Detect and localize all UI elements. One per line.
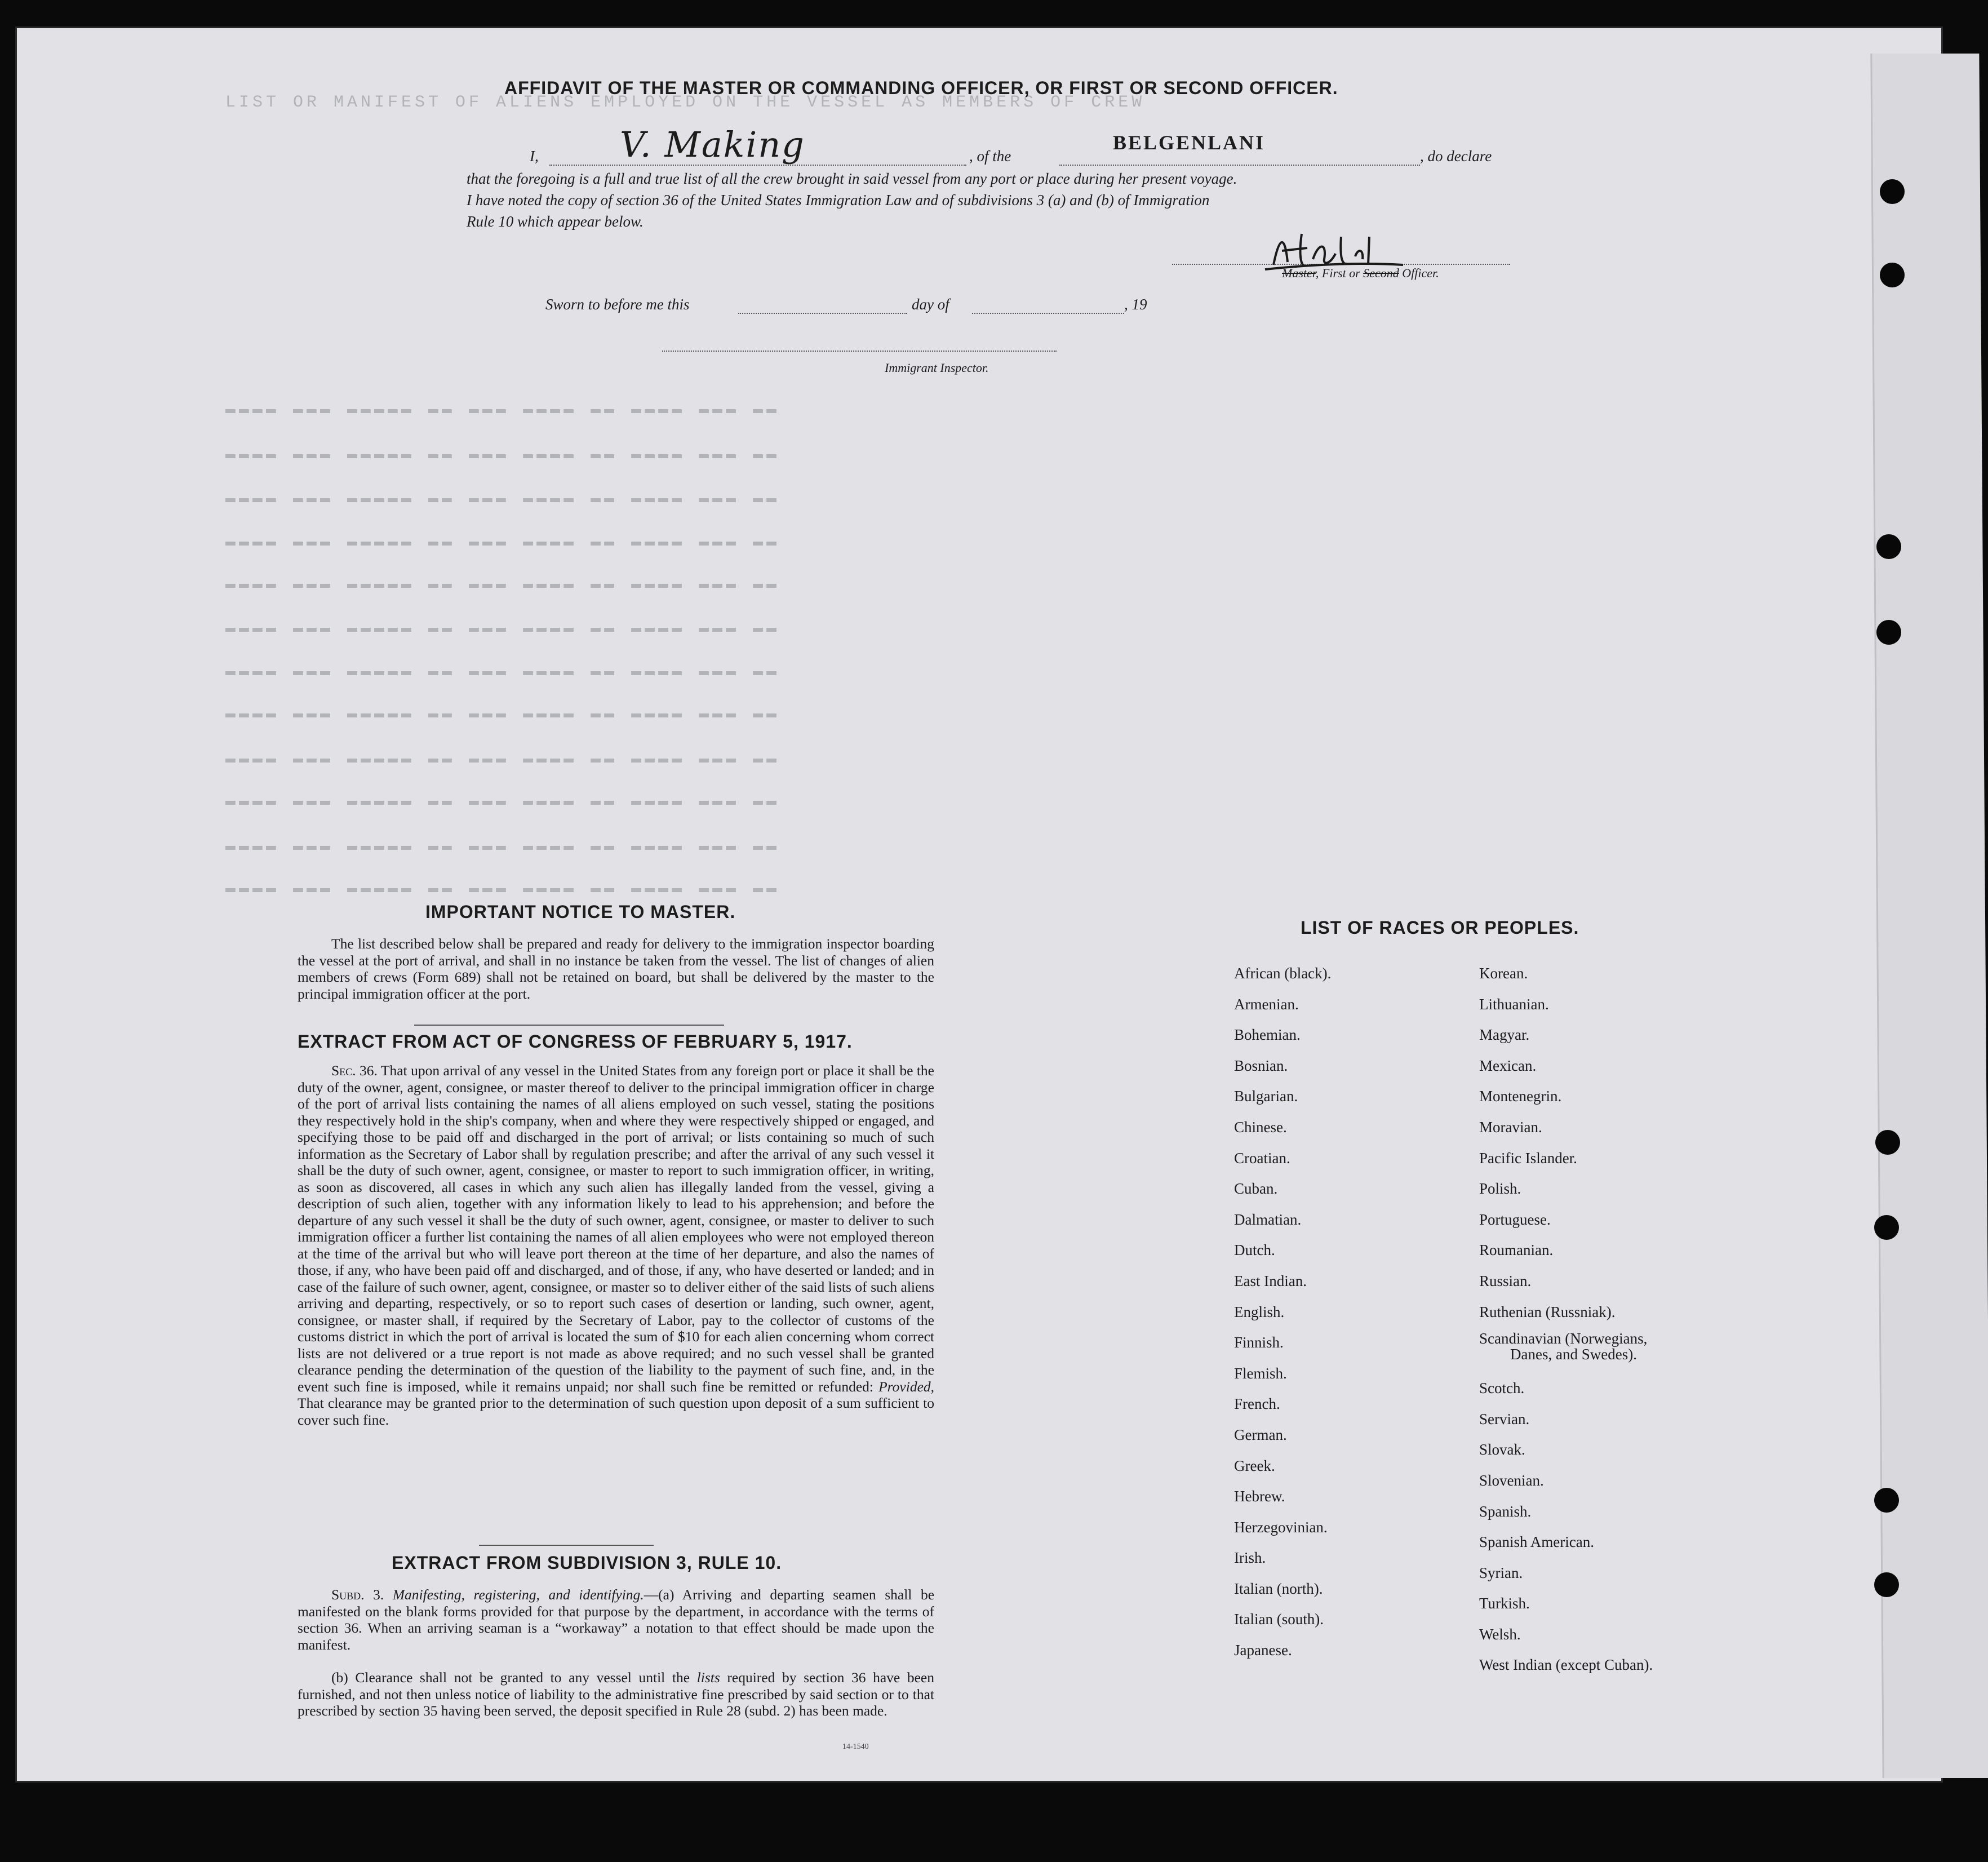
subd-3-label: Subd. 3. — [331, 1586, 384, 1603]
race-item: Bulgarian. — [1234, 1088, 1298, 1105]
race-item: Hebrew. — [1234, 1488, 1285, 1505]
day-of-label: day of — [912, 296, 949, 313]
race-item: West Indian (except Cuban). — [1479, 1656, 1653, 1674]
race-item: Spanish American. — [1479, 1533, 1594, 1551]
signature-caption — [1282, 266, 1439, 281]
binder-hole-4 — [1876, 620, 1901, 645]
vessel-name: BELGENLANI — [1113, 131, 1266, 154]
sec-36-label: Sec. 36. — [331, 1062, 378, 1079]
sec-36-text: That upon arrival of any vessel in the United States from any foreign port or place it shall be the duty of the owner, agent, consignee, or master thereof to deliver to the principal immigration officer in charge of the port of arrival lists containing the names of all aliens employed on such vessel, stating the positions they respectively hold in the ship's company, when and where they were respectively shipped or engaged, and specifying those to be paid off and discharged in the port of arrival; or lists containing so much of such information as the Secretary of Labor shall by regulation prescribe; and after the arrival of any such vessel it shall be the duty of such owner, agent, consignee, or master to report to such immigration officer, in writing, as soon as discovered, all cases in which any such alien has illegally landed from the vessel, giving a description of such alien, together with any information likely to lead to his apprehension; and before the departure of any such vessel it shall be the duty of such owner, agent, consignee, or master to deliver to such immigration officer a further list containing the names of all alien employees who were not employed thereon at the time of the arrival but who will leave port thereon at the time of her departure, and also the names of those, if any, who have been paid off and discharged, and of those, if any, who have deserted or landed; and in case of the failure of such owner, agent, consignee, or master so to deliver either of the said lists of such aliens arriving and departing, respectively, or so to report such cases of desertion or landing, such owner, agent, consignee, or master shall, if required by the Secretary of Labor, pay to the collector of customs of the customs district in which the port of arrival is located the sum of $10 for each alien concerning whom correct lists are not delivered or a true report is not made as above required; and no such vessel shall be granted clearance pending the determination of the question of the liability to the payment of such fine, and, in the event such fine is imposed, while it remains unpaid; nor shall such fine be remitted or refunded: — [298, 1062, 935, 1395]
race-item: Magyar. — [1479, 1026, 1530, 1044]
race-item: Turkish. — [1479, 1595, 1530, 1612]
para-b-end: required by section 36 have been furnished, and not then unless notice of liability to the administrative fine prescribed by said section or to that prescribed by section 35 having been served, the deposit specified in Rule 28 (subd. 2) has been made. — [298, 1669, 934, 1719]
extract-act-title: EXTRACT FROM ACT OF CONGRESS OF FEBRUARY 5, 1917. — [298, 1031, 853, 1052]
subd-3-para-a: —(a) Arriving and departing seamen shall be manifested on the blank forms provided for that purpose by the department, in accordance with the terms of section 36. When an arriving seaman is a “workaway” a notation to that effect should be made upon the manifest. — [298, 1586, 935, 1653]
race-item: Korean. — [1479, 965, 1528, 982]
inspector-caption: Immigrant Inspector. — [885, 361, 989, 375]
affidavit-i-label: I, — [530, 148, 539, 165]
race-item: Irish. — [1234, 1549, 1266, 1567]
race-item: Japanese. — [1234, 1642, 1292, 1659]
race-item: English. — [1234, 1303, 1285, 1320]
binder-hole-7 — [1874, 1488, 1899, 1513]
race-item: Dalmatian. — [1234, 1211, 1302, 1228]
race-item: Dutch. — [1234, 1242, 1275, 1259]
affidavit-do-declare: , do declare — [1420, 148, 1492, 165]
race-item: African (black). — [1234, 965, 1332, 982]
provided-word: Provided, — [878, 1378, 935, 1395]
race-item: Montenegrin. — [1479, 1088, 1562, 1105]
race-item: Finnish. — [1234, 1334, 1284, 1351]
binder-hole-6 — [1874, 1215, 1899, 1240]
binder-hole-8 — [1874, 1572, 1899, 1597]
race-item: Chinese. — [1234, 1118, 1287, 1136]
para-b-start: (b) Clearance shall not be granted to any vessel until the — [331, 1669, 690, 1686]
year-label: , 19 — [1124, 296, 1147, 313]
race-item: Moravian. — [1479, 1118, 1542, 1136]
notice-body: The list described below shall be prepared and ready for delivery to the immigration inspector boarding the vessel at the port of arrival, and shall in no instance be taken from the vessel. The list of changes of alien members of crews (Form 689) shall not be retained on board, but shall be delivered by the master to the principal immigration officer at the port. — [298, 936, 934, 1002]
races-title: LIST OF RACES OR PEOPLES. — [1301, 917, 1579, 938]
para-b-lists: lists — [696, 1669, 720, 1686]
underlying-page-edge — [1870, 54, 1988, 1778]
subd-3-heading: Manifesting, registering, and identifying. — [392, 1586, 644, 1603]
affidavit-line-3: I have noted the copy of section 36 of the United States Immigration Law and of subdivisions 3 (a) and (b) of Immigration — [467, 192, 1210, 209]
sworn-day-line — [738, 313, 907, 314]
race-item: Slovenian. — [1479, 1471, 1544, 1489]
extract-rule-title: EXTRACT FROM SUBDIVISION 3, RULE 10. — [392, 1553, 782, 1573]
race-item: Mexican. — [1479, 1057, 1537, 1074]
binder-hole-1 — [1880, 179, 1905, 204]
races-right-column — [1479, 958, 1653, 1681]
affidavit-line-2: that the foregoing is a full and true list of all the crew brought in said vessel from any port or place during her present voyage. — [467, 170, 1237, 187]
race-item: Servian. — [1479, 1410, 1530, 1427]
affidavit-title: AFFIDAVIT OF THE MASTER OR COMMANDING OFFICER, OR FIRST OR SECOND OFFICER. — [504, 78, 1338, 98]
race-item: Scotch. — [1479, 1380, 1525, 1397]
race-item: Spanish. — [1479, 1502, 1532, 1520]
race-item: Pacific Islander. — [1479, 1149, 1577, 1167]
race-item: Lithuanian. — [1479, 995, 1549, 1013]
race-item: Italian (south). — [1234, 1611, 1324, 1628]
extract-rule-para-b — [298, 1669, 934, 1719]
extract-act-body — [298, 1062, 934, 1428]
race-item: Russian. — [1479, 1272, 1532, 1289]
binder-hole-3 — [1876, 534, 1901, 559]
binder-hole-2 — [1880, 263, 1905, 287]
race-item: Roumanian. — [1479, 1242, 1554, 1259]
race-item-scandinavian — [1479, 1327, 1653, 1373]
race-item: Portuguese. — [1479, 1211, 1551, 1228]
race-item: Slovak. — [1479, 1441, 1525, 1458]
race-item: Syrian. — [1479, 1564, 1523, 1581]
sworn-month-line — [972, 313, 1124, 314]
race-item: Italian (north). — [1234, 1580, 1323, 1597]
caption-master: Master — [1282, 266, 1316, 280]
inspector-signature-line — [662, 351, 1057, 352]
race-item: Armenian. — [1234, 995, 1299, 1013]
race-item: Polish. — [1479, 1180, 1521, 1198]
race-item: East Indian. — [1234, 1272, 1307, 1289]
race-item-continued: Danes, and Swedes). — [1510, 1346, 1637, 1363]
race-item: German. — [1234, 1426, 1287, 1443]
race-item: Bosnian. — [1234, 1057, 1288, 1074]
form-number: 14-1540 — [842, 1743, 869, 1751]
extract-rule-divider — [479, 1545, 654, 1546]
notice-rule — [414, 1025, 724, 1026]
vessel-name-line — [1059, 165, 1420, 166]
race-item: Herzegovinian. — [1234, 1518, 1328, 1536]
caption-first-or: , First or — [1315, 266, 1360, 280]
race-item: French. — [1234, 1395, 1280, 1413]
race-item: Bohemian. — [1234, 1026, 1301, 1044]
sworn-label: Sworn to before me this — [545, 296, 690, 313]
officer-name-handwritten: V. Making — [620, 124, 805, 165]
notice-title: IMPORTANT NOTICE TO MASTER. — [425, 902, 736, 922]
race-item: Croatian. — [1234, 1149, 1290, 1167]
caption-officer: Officer. — [1402, 266, 1439, 280]
race-item: Greek. — [1234, 1457, 1275, 1474]
sec-36-text-end: That clearance may be granted prior to the determination of such question upon deposit of a sum sufficient to cover such fine. — [298, 1395, 934, 1428]
affidavit-of-the-label: , of the — [969, 148, 1011, 165]
race-item: Cuban. — [1234, 1180, 1278, 1198]
extract-rule-para-a — [298, 1586, 934, 1653]
race-item: Scandinavian (Norwegians, — [1479, 1330, 1648, 1347]
binder-hole-5 — [1875, 1130, 1900, 1155]
affidavit-line-4: Rule 10 which appear below. — [467, 213, 644, 230]
races-left-column — [1234, 958, 1331, 1666]
race-item: Flemish. — [1234, 1364, 1287, 1382]
caption-second: Second — [1363, 266, 1399, 280]
race-item: Ruthenian (Russniak). — [1479, 1303, 1616, 1320]
race-item: Welsh. — [1479, 1625, 1521, 1643]
